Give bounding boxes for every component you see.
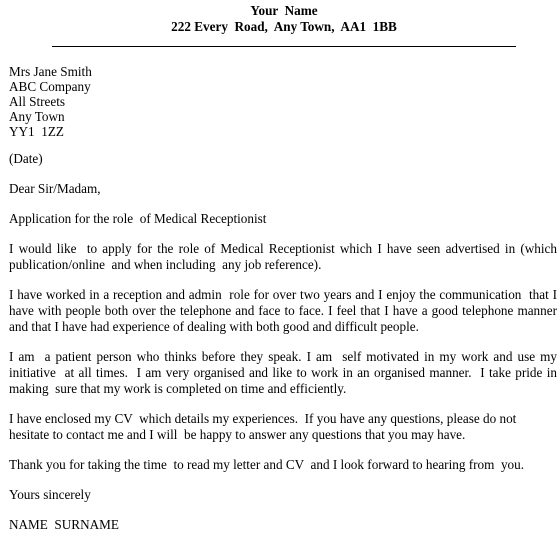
salutation: Dear Sir/Madam, bbox=[9, 181, 101, 196]
recipient-line: YY1 1ZZ bbox=[9, 124, 64, 139]
letter-header bbox=[0, 3, 560, 35]
paragraph-3 bbox=[9, 349, 557, 397]
paragraph-line: initiative at all times. I am very organised and like to work in an organised manner. I take pride in bbox=[9, 365, 557, 380]
paragraph-line: I would like to apply for the role of Medical Receptionist which I have seen advertised in (which bbox=[9, 241, 557, 256]
paragraph-line: and that I have had experience of dealing with both good and difficult people. bbox=[9, 319, 419, 334]
paragraph-4 bbox=[9, 411, 557, 443]
paragraph-line: have with people both over the telephone and face to face. I feel that I have a good telephone manner bbox=[9, 303, 557, 318]
paragraph-5 bbox=[9, 457, 557, 473]
letter-body bbox=[9, 64, 557, 533]
recipient-address bbox=[9, 64, 557, 139]
recipient-line: Any Town bbox=[9, 109, 65, 124]
paragraph-line: I have worked in a reception and admin role for over two years and I enjoy the communication that I bbox=[9, 287, 557, 302]
recipient-line: ABC Company bbox=[9, 79, 91, 94]
paragraph-line: hesitate to contact me and I will be happy to answer any questions that you may have. bbox=[9, 427, 466, 442]
signature-name: NAME SURNAME bbox=[9, 517, 119, 532]
letter-date: (Date) bbox=[9, 151, 43, 166]
closing: Yours sincerely bbox=[9, 487, 91, 502]
paragraph-1 bbox=[9, 241, 557, 273]
paragraph-line: making sure that my work is completed on time and efficiently. bbox=[9, 381, 347, 396]
paragraph-line: I am a patient person who thinks before they speak. I am self motivated in my work and use my bbox=[9, 349, 557, 364]
recipient-line: All Streets bbox=[9, 94, 66, 109]
subject-line: Application for the role of Medical Receptionist bbox=[9, 211, 267, 226]
header-divider bbox=[52, 46, 516, 47]
sender-name: Your Name bbox=[250, 3, 318, 18]
paragraph-line: publication/online and when including any job reference). bbox=[9, 257, 322, 272]
paragraph-line: Thank you for taking the time to read my letter and CV and I look forward to hearing from you. bbox=[9, 457, 525, 472]
paragraph-2 bbox=[9, 287, 557, 335]
paragraph-line: I have enclosed my CV which details my experiences. If you have any questions, please do not bbox=[9, 411, 517, 426]
sender-address: 222 Every Road, Any Town, AA1 1BB bbox=[171, 19, 397, 34]
recipient-line: Mrs Jane Smith bbox=[9, 64, 92, 79]
